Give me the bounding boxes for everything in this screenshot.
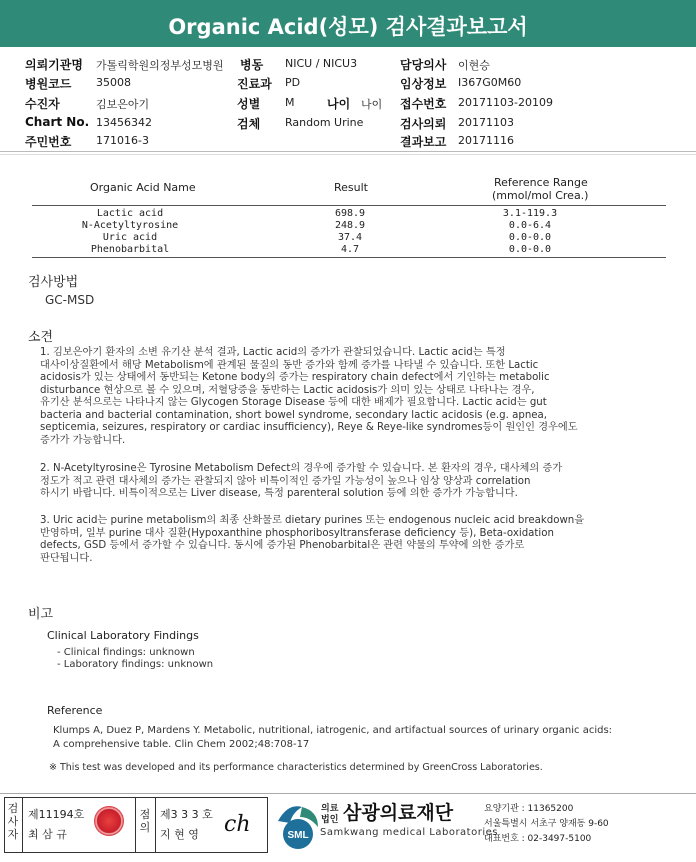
divider xyxy=(135,797,136,853)
info-label: 병동 xyxy=(240,58,264,72)
table-cell-result: 4.7 xyxy=(340,244,360,255)
org-prefix-top: 의료 xyxy=(321,804,339,814)
info-label: 나이 xyxy=(327,97,351,111)
table-cell-name: Lactic acid xyxy=(96,208,164,219)
info-value: 가톨릭학원의정부성모병원 xyxy=(96,59,224,72)
divider xyxy=(22,797,23,853)
info-label: 수진자 xyxy=(25,97,60,111)
info-value: 나이 xyxy=(361,98,383,111)
info-value: 35008 xyxy=(96,76,131,89)
table-cell-result: 248.9 xyxy=(334,220,366,231)
table-cell-range: 0.0-0.0 xyxy=(508,244,552,255)
findings-paragraph-1: 1. 김보은아기 환자의 소변 유기산 분석 결과, Lactic acid의 증가가 관찰되었습니다. Lactic acid는 특정 대사이상질환에서 해당 Metabolism에 관계된 물질의 동반 증가와 함께 증가를 나타낼 수 있습니다. 또한 Lactic acidosis가 있는 상태에서 동반되는 Ketone body의 증가는 respiratory chain defect에서 기인하는 metabolic disturbance 현상으로 볼 수 있으며, 저혈당증을 동반하는 Lactic acidosis가 의미 있는 상태로 나타나는 경우, 유기산 분석으로는 나타나지 않는 Glycogen Storage Disease 등에 대한 배제가 필요합니다. Lactic acid는 gut bacteria and bacterial contamination, short bowel syndrome, secondary lactic acidosis (e.g. apnea, septicemia, seizures, respiratory or cardiac insufficiency), Reye & Reye-like syndromes등이 원인인 경우에도 증가가 가능합니다. xyxy=(40,347,578,446)
table-cell-name: Uric acid xyxy=(102,232,158,243)
info-value: 20171116 xyxy=(458,134,514,147)
table-cell-result: 37.4 xyxy=(337,232,363,243)
org-prefix-bottom: 법인 xyxy=(321,815,339,825)
org-english-name: Samkwang medical Laboratories xyxy=(320,827,498,838)
info-value: I367G0M60 xyxy=(458,76,522,89)
sml-logo-icon xyxy=(272,801,324,851)
signature: ch xyxy=(224,812,251,837)
info-label: 의뢰기관명 xyxy=(25,58,83,72)
info-label: 검체 xyxy=(237,117,261,131)
logo-text: SML xyxy=(287,830,309,841)
column-header-result: Result xyxy=(334,181,368,194)
table-cell-name: N-Acetyltyrosine xyxy=(81,220,179,231)
info-value: 20171103-20109 xyxy=(458,96,553,109)
info-value: 김보은아기 xyxy=(96,98,150,111)
remarks-title: 비고 xyxy=(28,607,54,622)
info-value: M xyxy=(285,96,295,109)
table-cell-range: 0.0-0.0 xyxy=(508,232,552,243)
org-name: 삼광의료재단 xyxy=(343,802,454,824)
info-value: PD xyxy=(285,76,301,89)
table-rule-bottom xyxy=(32,257,666,258)
divider xyxy=(0,793,696,794)
info-value: 171016-3 xyxy=(96,134,149,147)
table-rule-top xyxy=(32,205,666,206)
info-label: 진료과 xyxy=(237,77,272,91)
column-header-unit: (mmol/mol Crea.) xyxy=(492,189,589,202)
org-code: 요양기관 : 11365200 xyxy=(484,804,574,814)
info-label: 결과보고 xyxy=(400,135,447,149)
info-value: 이현승 xyxy=(458,59,490,72)
info-value: 20171103 xyxy=(458,116,514,129)
column-header-range: Reference Range xyxy=(494,176,588,189)
info-label: 담당의사 xyxy=(400,58,447,72)
table-cell-range: 0.0-6.4 xyxy=(508,220,552,231)
info-label: 병원코드 xyxy=(25,77,72,91)
method-title: 검사방법 xyxy=(28,275,79,290)
findings-paragraph-2: 2. N-Acetyltyrosine은 Tyrosine Metabolism Defect의 경우에 증가할 수 있습니다. 본 환자의 경우, 대사체의 증가 정도가 적고 관련 대사체의 증가는 관찰되지 않아 비특이적인 증가일 가능성이 높으나 임상 양상과 correlation 하시기 바랍니다. 비특이적으로는 Liver disease, 특정 parenteral solution 등에 의한 증가가 가능합니다. xyxy=(40,463,563,499)
lab-note: ※ This test was developed and its performance characteristics determined by GreenCross Laboratories. xyxy=(49,762,543,773)
inspector-name: 최 삼 규 xyxy=(28,828,67,841)
info-value: Random Urine xyxy=(285,116,364,129)
reference-title: Reference xyxy=(47,704,103,717)
table-cell-range: 3.1-119.3 xyxy=(502,208,558,219)
clinical-finding-item: - Laboratory findings: unknown xyxy=(57,659,214,670)
info-value: NICU / NICU3 xyxy=(285,57,358,70)
info-label: Chart No. xyxy=(25,115,90,129)
org-phone: 대표번호 : 02-3497-5100 xyxy=(484,834,592,844)
info-label: 주민번호 xyxy=(25,135,72,149)
table-cell-result: 698.9 xyxy=(334,208,366,219)
inspector-license: 제11194호 xyxy=(28,808,85,821)
column-header-name: Organic Acid Name xyxy=(90,181,196,194)
info-label: 접수번호 xyxy=(400,97,447,111)
findings-paragraph-3: 3. Uric acid는 purine metabolism의 최종 산화물로 dietary purines 또는 endogenous nucleic acid breakdown을 반영하며, 일부 purine 대사 질환(Hypoxanthine phosphoribosyltransferase deficiency 등), Beta-oxidation defects, GSD 등에서 증가할 수 있습니다. 동시에 증가된 Phenobarbital은 관련 약물의 투약에 의한 증가로 판단됩니다. xyxy=(40,515,585,564)
inspector-label: 검사자 xyxy=(7,802,19,841)
divider xyxy=(155,797,156,853)
report-title: Organic Acid(성모) 검사결과보고서 xyxy=(168,15,528,39)
reviewer-label: 점의 xyxy=(139,808,151,834)
clinical-finding-item: - Clinical findings: unknown xyxy=(57,647,195,658)
reviewer-name: 지 현 영 xyxy=(160,828,199,841)
reference-text: Klumps A, Duez P, Mardens Y. Metabolic, nutritional, iatrogenic, and artifactual sources of urinary organic acids: A comprehensive table. Clin Chem 2002;48:708-17 xyxy=(53,725,613,750)
info-label: 성별 xyxy=(237,97,261,111)
info-value: 13456342 xyxy=(96,116,152,129)
official-seal xyxy=(94,806,124,836)
method-value: GC-MSD xyxy=(45,293,95,307)
findings-title: 소견 xyxy=(28,330,54,345)
info-label: 임상정보 xyxy=(400,77,447,91)
divider xyxy=(0,154,696,155)
reviewer-license: 제3 3 3 호 xyxy=(160,808,213,821)
divider xyxy=(0,151,696,152)
org-address: 서울특별시 서초구 양재동 9-60 xyxy=(484,819,609,829)
info-label: 검사의뢰 xyxy=(400,117,447,131)
clinical-findings-title: Clinical Laboratory Findings xyxy=(47,629,199,642)
table-cell-name: Phenobarbital xyxy=(90,244,170,255)
